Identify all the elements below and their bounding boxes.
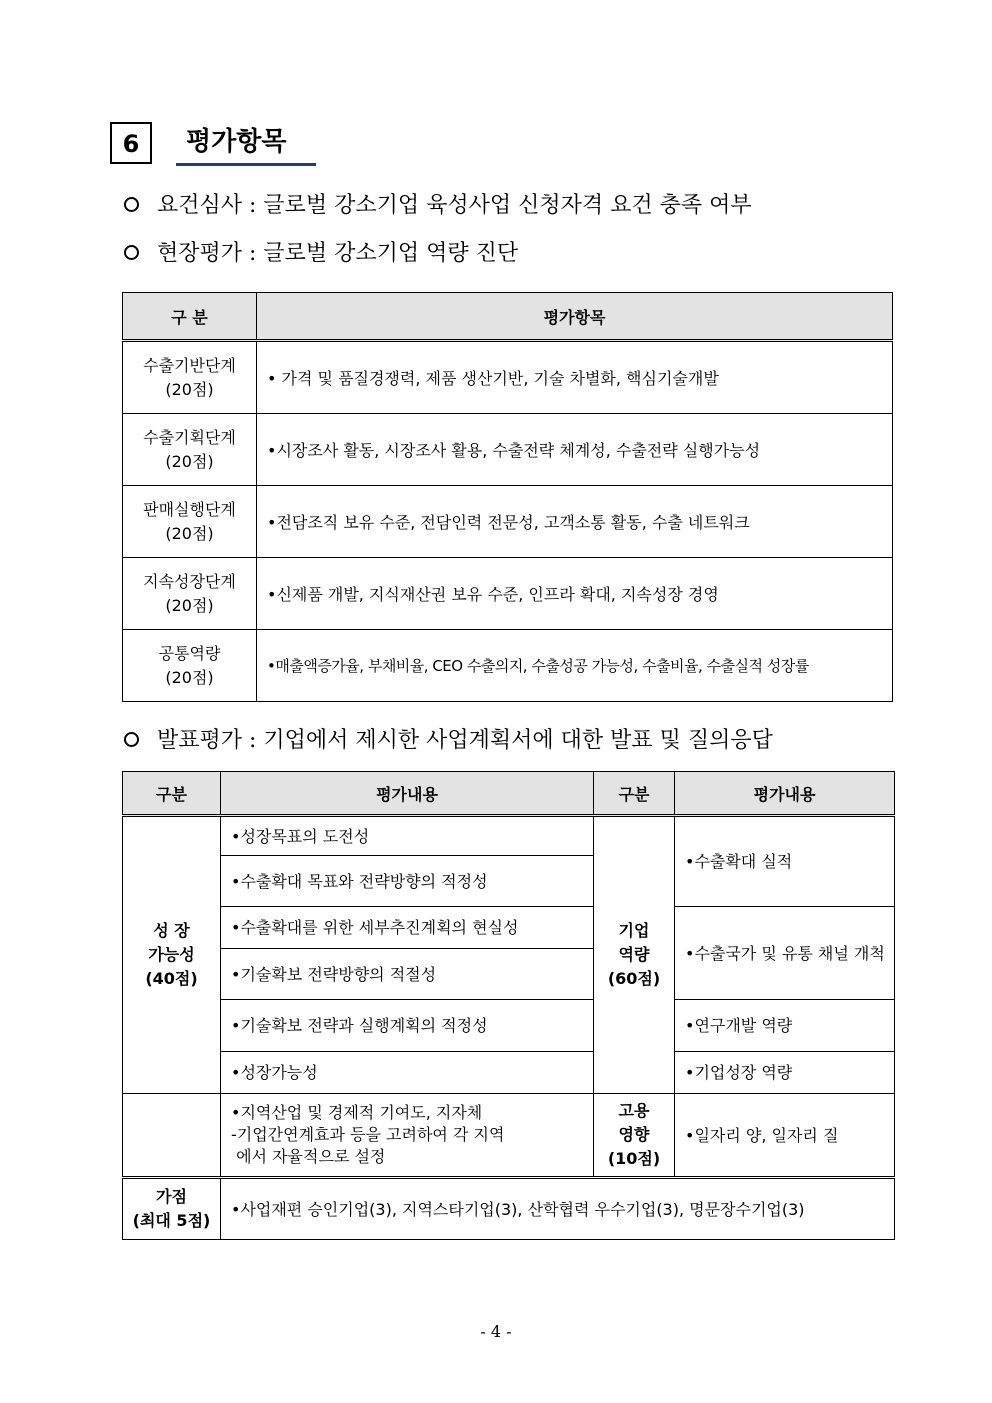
employment-label: 영향: [618, 1125, 650, 1144]
circle-bullet-icon: [124, 732, 139, 747]
circle-bullet-icon: [124, 245, 139, 260]
growth-label: 가능성: [148, 945, 195, 964]
stage-cell: [123, 558, 257, 630]
onsite-evaluation-table: [122, 292, 893, 702]
growth-item: •수출확대 목표와 전략방향의 적정성: [221, 856, 594, 907]
presentation-evaluation-table: [122, 771, 895, 1240]
table-row: [123, 630, 893, 702]
table2-header-content: 평가내용: [221, 772, 594, 816]
regional-item: [221, 1094, 594, 1178]
stage-score: (20점): [165, 379, 214, 399]
capability-item: •수출국가 및 유통 채널 개척: [675, 907, 895, 1000]
regional-line: •지역산업 및 경제적 기여도, 지자체: [231, 1103, 483, 1122]
growth-item: •기술확보 전략방향의 적절성: [221, 949, 594, 1000]
section-title-underline: [176, 163, 316, 166]
section-title: 평가항목: [186, 127, 287, 157]
stage-cell: [123, 630, 257, 702]
growth-item: •기술확보 전략과 실행계획의 적정성: [221, 1000, 594, 1052]
stage-items: •시장조사 활동, 시장조사 활용, 수출전략 체계성, 수출전략 실행가능성: [257, 414, 893, 486]
employment-category-cell: [594, 1094, 675, 1178]
growth-item: •수출확대를 위한 세부추진계획의 현실성: [221, 907, 594, 949]
growth-item: •성장가능성: [221, 1052, 594, 1094]
bullet-onsite-text: 현장평가 : 글로벌 강소기업 역량 진단: [157, 241, 519, 266]
capability-item: •기업성장 역량: [675, 1052, 895, 1094]
bonus-item: •사업재편 승인기업(3), 지역스타기업(3), 산학협력 우수기업(3), 명문장수기업(3): [221, 1178, 895, 1240]
stage-name: 수출기반단계: [143, 355, 236, 375]
table-row: [123, 414, 893, 486]
stage-items: • 가격 및 품질경쟁력, 제품 생산기반, 기술 차별화, 핵심기술개발: [257, 341, 893, 414]
table-row: [123, 1178, 895, 1240]
bonus-label: 가점: [156, 1187, 187, 1206]
table-row: [123, 816, 895, 856]
stage-name: 수출기획단계: [143, 427, 236, 447]
circle-bullet-icon: [124, 197, 139, 212]
bonus-category-cell: [123, 1178, 221, 1240]
stage-cell: [123, 341, 257, 414]
bullet-presentation-text: 발표평가 : 기업에서 제시한 사업계획서에 대한 발표 및 질의응답: [157, 728, 773, 753]
stage-name: 지속성장단계: [143, 571, 236, 591]
stage-cell: [123, 486, 257, 558]
regional-line: -기업간연계효과 등을 고려하여 각 지역: [231, 1125, 505, 1144]
stage-name: 판매실행단계: [143, 499, 236, 519]
empty-cell: [123, 1094, 221, 1178]
growth-item: •성장목표의 도전성: [221, 816, 594, 856]
table-row: [123, 486, 893, 558]
table-row: [123, 341, 893, 414]
bullet-presentation: [124, 726, 773, 756]
stage-score: (20점): [165, 451, 214, 471]
capability-label: 기업: [618, 921, 650, 940]
growth-category-cell: [123, 816, 221, 1094]
page-number: - 4 -: [480, 1322, 512, 1341]
employment-item: •일자리 양, 일자리 질: [675, 1094, 895, 1178]
bonus-max: (최대 5점): [132, 1211, 211, 1230]
employment-score: (10점): [607, 1149, 661, 1168]
capability-category-cell: [594, 816, 675, 1094]
table-row: [123, 1094, 895, 1178]
growth-label: 성 장: [153, 921, 190, 940]
stage-name: 공통역량: [158, 643, 221, 663]
capability-item: •수출확대 실적: [675, 816, 895, 907]
stage-score: (20점): [165, 595, 214, 615]
stage-score: (20점): [165, 667, 214, 687]
stage-cell: [123, 414, 257, 486]
growth-score: (40점): [145, 969, 198, 988]
table-row: [123, 1000, 895, 1052]
stage-score: (20점): [165, 523, 214, 543]
capability-item: •연구개발 역량: [675, 1000, 895, 1052]
bullet-requirement-text: 요건심사 : 글로벌 강소기업 육성사업 신청자격 요건 충족 여부: [157, 193, 752, 218]
table1-header-category: 구 분: [123, 293, 257, 341]
stage-items: •매출액증가율, 부채비율, CEO 수출의지, 수출성공 가능성, 수출비율, 수출실적 성장률: [257, 630, 893, 702]
capability-label: 역량: [618, 945, 650, 964]
table2-header-category-2: 구분: [594, 772, 675, 816]
employment-label: 고용: [618, 1101, 650, 1120]
bullet-requirement: [124, 191, 752, 221]
table2-header-category: 구분: [123, 772, 221, 816]
stage-items: •전담조직 보유 수준, 전담인력 전문성, 고객소통 활동, 수출 네트워크: [257, 486, 893, 558]
capability-score: (60점): [607, 969, 661, 988]
table-row: [123, 1052, 895, 1094]
bullet-onsite: [124, 239, 518, 269]
table2-header-content-2: 평가내용: [675, 772, 895, 816]
regional-line: 에서 자율적으로 설정: [236, 1147, 386, 1166]
stage-items: •신제품 개발, 지식재산권 보유 수준, 인프라 확대, 지속성장 경영: [257, 558, 893, 630]
table-row: [123, 907, 895, 949]
section-number: 6: [110, 122, 152, 164]
table-row: [123, 558, 893, 630]
table1-header-items: 평가항목: [257, 293, 893, 341]
